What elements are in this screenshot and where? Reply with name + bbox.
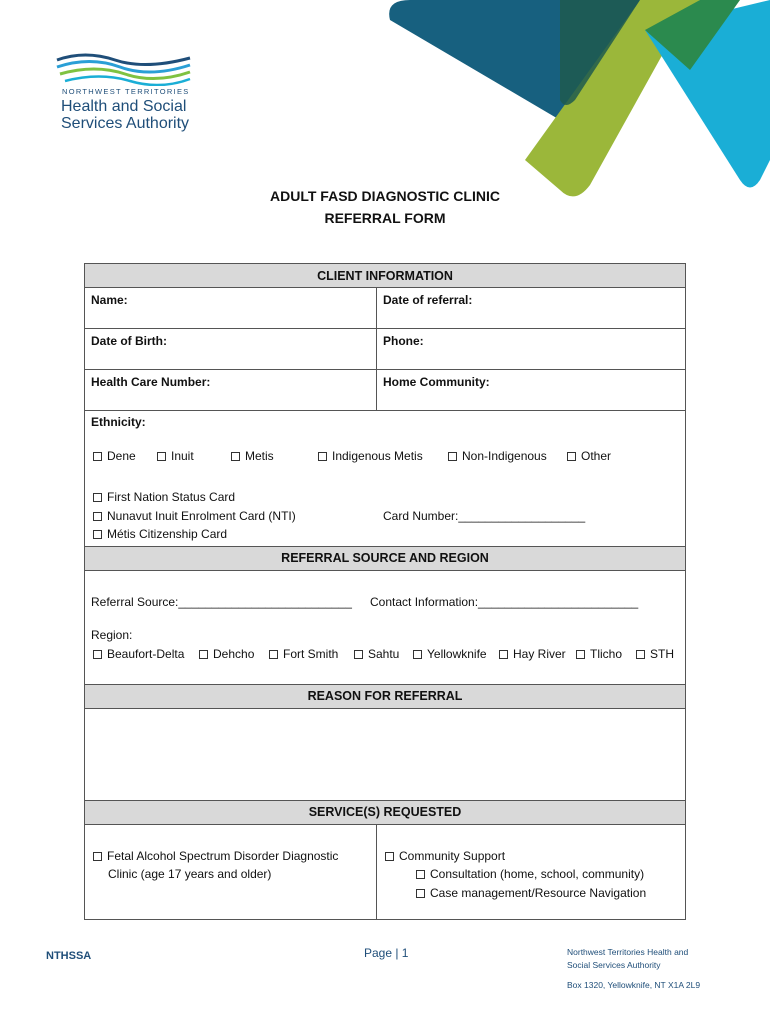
ethnicity-other-checkbox[interactable]: Other <box>567 449 611 463</box>
name-field[interactable]: Name: <box>91 293 128 307</box>
card-number-field[interactable]: Card Number:___________________ <box>383 509 586 523</box>
logo-name-line2: Services Authority <box>61 115 190 132</box>
column-divider <box>376 824 377 920</box>
service-fasd-line2: Clinic (age 17 years and older) <box>108 867 272 881</box>
region-sth-checkbox[interactable]: STH <box>636 647 674 661</box>
reason-heading: REASON FOR REFERRAL <box>85 684 685 709</box>
reason-textarea[interactable] <box>85 708 685 800</box>
checkbox-icon <box>385 852 394 861</box>
service-case-management-checkbox[interactable]: Case management/Resource Navigation <box>416 886 646 900</box>
referral-source-field[interactable]: Referral Source:__________________________ <box>91 595 352 609</box>
checkbox-icon <box>231 452 240 461</box>
region-hay-river-checkbox[interactable]: Hay River <box>499 647 566 661</box>
home-community-field[interactable]: Home Community: <box>383 375 490 389</box>
checkbox-icon <box>318 452 327 461</box>
checkbox-icon <box>199 650 208 659</box>
ethnicity-indigenous-metis-checkbox[interactable]: Indigenous Metis <box>318 449 423 463</box>
footer-page-number: Page | 1 <box>364 946 409 960</box>
checkbox-icon <box>269 650 278 659</box>
service-community-support-checkbox[interactable]: Community Support <box>385 849 505 863</box>
region-beaufort-delta-checkbox[interactable]: Beaufort-Delta <box>93 647 184 661</box>
service-consultation-checkbox[interactable]: Consultation (home, school, community) <box>416 867 644 881</box>
footer-org-line2: Social Services Authority <box>567 960 661 970</box>
logo-name-line1: Health and Social <box>61 98 187 115</box>
footer-address: Box 1320, Yellowknife, NT X1A 2L9 <box>567 980 701 990</box>
checkbox-icon <box>499 650 508 659</box>
card-first-nation-checkbox[interactable]: First Nation Status Card <box>93 490 235 504</box>
checkbox-icon <box>416 870 425 879</box>
services-heading: SERVICE(S) REQUESTED <box>85 800 685 825</box>
region-fort-smith-checkbox[interactable]: Fort Smith <box>269 647 338 661</box>
checkbox-icon <box>448 452 457 461</box>
nthssa-logo <box>55 50 195 140</box>
checkbox-icon <box>636 650 645 659</box>
checkbox-icon <box>567 452 576 461</box>
checkbox-icon <box>416 889 425 898</box>
ethnicity-inuit-checkbox[interactable]: Inuit <box>157 449 194 463</box>
checkbox-icon <box>93 650 102 659</box>
footer-org-abbrev: NTHSSA <box>46 950 92 962</box>
referral-form <box>84 263 686 920</box>
phone-field[interactable]: Phone: <box>383 334 424 348</box>
checkbox-icon <box>157 452 166 461</box>
referral-source-heading: REFERRAL SOURCE AND REGION <box>85 546 685 571</box>
checkbox-icon <box>413 650 422 659</box>
checkbox-icon <box>93 452 102 461</box>
logo-name <box>61 98 189 132</box>
ethnicity-dene-checkbox[interactable]: Dene <box>93 449 136 463</box>
ethnicity-metis-checkbox[interactable]: Metis <box>231 449 274 463</box>
region-label: Region: <box>91 628 133 642</box>
contact-information-field[interactable]: Contact Information:________________________ <box>370 595 639 609</box>
region-tlicho-checkbox[interactable]: Tlicho <box>576 647 622 661</box>
card-metis-checkbox[interactable]: Métis Citizenship Card <box>93 527 227 541</box>
checkbox-icon <box>93 512 102 521</box>
checkbox-icon <box>93 530 102 539</box>
logo-territory: NORTHWEST TERRITORIES <box>62 87 190 96</box>
service-fasd-checkbox[interactable]: Fetal Alcohol Spectrum Disorder Diagnostic <box>93 849 338 863</box>
checkbox-icon <box>354 650 363 659</box>
row-divider <box>85 410 685 411</box>
footer-org-line1: Northwest Territories Health and <box>567 947 689 957</box>
ethnicity-non-indigenous-checkbox[interactable]: Non-Indigenous <box>448 449 547 463</box>
dob-field[interactable]: Date of Birth: <box>91 334 167 348</box>
checkbox-icon <box>576 650 585 659</box>
client-info-heading: CLIENT INFORMATION <box>85 264 685 288</box>
row-divider <box>85 369 685 370</box>
row-divider <box>85 328 685 329</box>
region-sahtu-checkbox[interactable]: Sahtu <box>354 647 399 661</box>
page-subtitle: REFERRAL FORM <box>324 210 446 226</box>
region-dehcho-checkbox[interactable]: Dehcho <box>199 647 254 661</box>
checkbox-icon <box>93 852 102 861</box>
date-of-referral-field[interactable]: Date of referral: <box>383 293 473 307</box>
page-title: ADULT FASD DIAGNOSTIC CLINIC <box>270 188 500 204</box>
ethnicity-label: Ethnicity: <box>91 415 146 429</box>
column-divider <box>376 287 377 410</box>
health-care-number-field[interactable]: Health Care Number: <box>91 375 211 389</box>
region-yellowknife-checkbox[interactable]: Yellowknife <box>413 647 487 661</box>
checkbox-icon <box>93 493 102 502</box>
card-nti-checkbox[interactable]: Nunavut Inuit Enrolment Card (NTI) <box>93 509 296 523</box>
waves-icon <box>55 50 195 86</box>
